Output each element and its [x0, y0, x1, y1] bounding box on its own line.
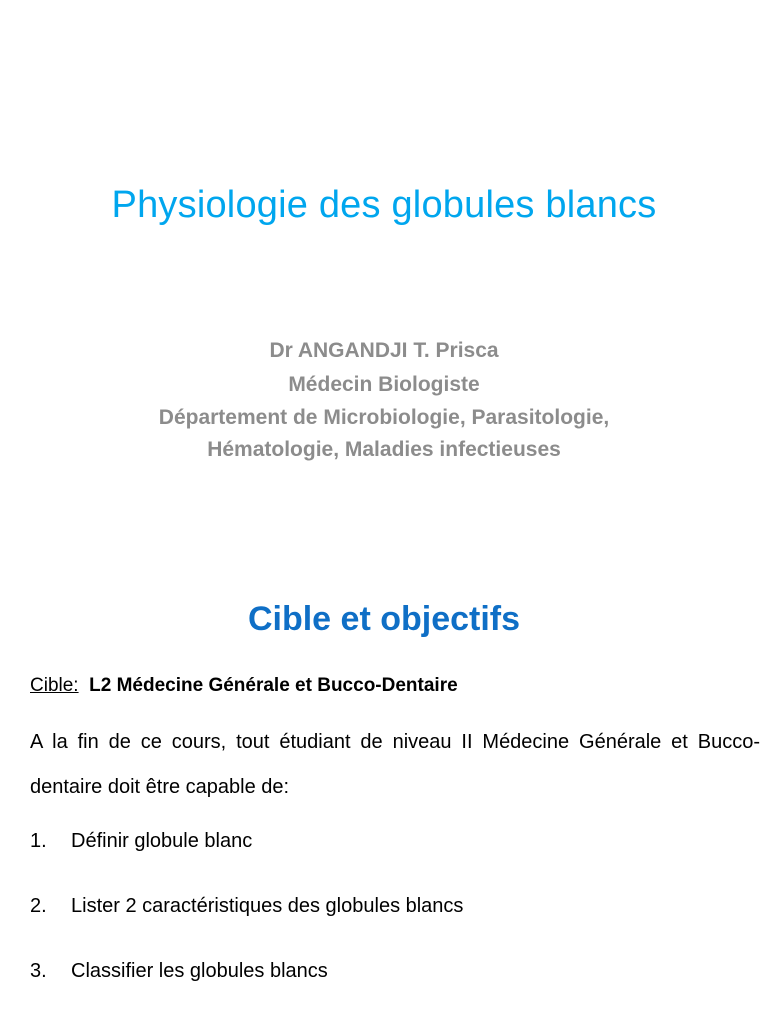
author-department-line1: Département de Microbiologie, Parasitologie, — [158, 406, 610, 429]
author-department-line2: Hématologie, Maladies infectieuses — [207, 438, 561, 461]
cible-line — [30, 675, 458, 697]
objective-text: Définir globule blanc — [71, 830, 253, 852]
list-item — [30, 830, 463, 895]
list-item — [30, 960, 463, 1025]
objective-text: Lister 2 caractéristiques des globules blancs — [71, 895, 464, 917]
intro-paragraph: A la fin de ce cours, tout étudiant de niveau II Médecine Générale et Bucco-dentaire doit être capable de: — [30, 731, 760, 798]
cible-label: Cible: — [30, 675, 79, 696]
author-role: Médecin Biologiste — [288, 373, 480, 396]
author-name: Dr ANGANDJI T. Prisca — [269, 339, 499, 362]
objective-number: 3. — [30, 960, 47, 982]
objectives-list — [30, 830, 463, 1025]
author-block — [0, 334, 768, 466]
cible-value: L2 Médecine Générale et Bucco-Dentaire — [89, 675, 458, 696]
section-title: Cible et objectifs — [247, 600, 521, 638]
objectives-slide — [0, 560, 768, 1024]
objective-number: 2. — [30, 895, 47, 917]
objective-number: 1. — [30, 830, 47, 852]
objective-text: Classifier les globules blancs — [71, 960, 328, 982]
presentation-title: Physiologie des globules blancs — [111, 184, 657, 226]
list-item — [30, 895, 463, 960]
